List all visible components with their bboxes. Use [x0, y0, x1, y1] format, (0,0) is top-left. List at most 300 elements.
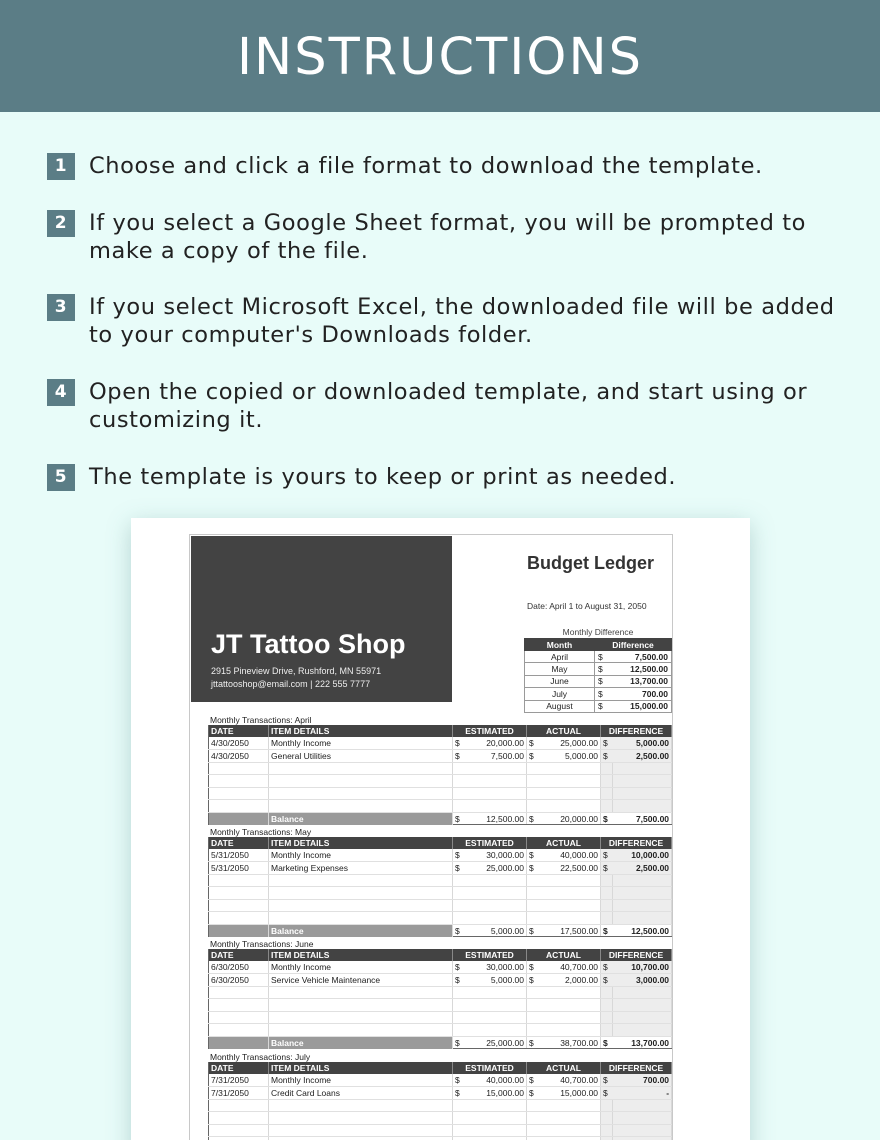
empty-cell: [453, 1112, 465, 1125]
empty-cell: [209, 787, 269, 800]
empty-cell: [453, 800, 465, 813]
empty-cell: [539, 887, 601, 900]
column-header: ITEM DETAILS: [269, 1062, 453, 1074]
empty-cell: [209, 999, 269, 1012]
empty-cell: [527, 887, 539, 900]
row-difference: 10,700.00: [613, 961, 672, 974]
md-currency: $: [595, 663, 609, 675]
template-preview: [131, 518, 750, 1140]
row-currency: $: [601, 737, 613, 750]
table-row: [209, 775, 672, 788]
empty-cell: [601, 800, 613, 813]
row-currency: $: [601, 1074, 613, 1087]
empty-cell: [601, 762, 613, 775]
empty-cell: [209, 912, 269, 925]
empty-cell: [539, 899, 601, 912]
row-estimated: 5,000.00: [465, 974, 527, 987]
empty-cell: [465, 874, 527, 887]
empty-cell: [539, 1011, 601, 1024]
row-difference: 3,000.00: [613, 974, 672, 987]
balance-currency: $: [601, 813, 613, 825]
ledger-date: Date: April 1 to August 31, 2050: [527, 601, 647, 611]
md-month: May: [525, 663, 595, 675]
column-header: ITEM DETAILS: [269, 725, 453, 737]
md-row: [525, 675, 672, 687]
empty-cell: [465, 800, 527, 813]
empty-cell: [209, 775, 269, 788]
transactions-table: [208, 1062, 672, 1140]
empty-cell: [465, 1112, 527, 1125]
table-row: [209, 912, 672, 925]
empty-cell: [453, 1024, 465, 1037]
balance-currency: $: [527, 925, 539, 937]
empty-cell: [527, 1011, 539, 1024]
empty-cell: [269, 762, 453, 775]
empty-cell: [613, 874, 672, 887]
table-row: [209, 787, 672, 800]
empty-cell: [465, 899, 527, 912]
row-actual: 22,500.00: [539, 862, 601, 875]
empty-cell: [601, 1112, 613, 1125]
empty-cell: [465, 1011, 527, 1024]
column-header: ESTIMATED: [453, 725, 527, 737]
md-value: 13,700.00: [609, 675, 672, 687]
empty-cell: [209, 1099, 269, 1112]
row-currency: $: [453, 974, 465, 987]
empty-cell: [269, 1112, 453, 1125]
table-row: [209, 849, 672, 862]
balance-estimated: 25,000.00: [465, 1037, 527, 1049]
row-difference: 700.00: [613, 1074, 672, 1087]
table-row: [209, 1124, 672, 1137]
table-row: [209, 737, 672, 750]
empty-cell: [601, 1124, 613, 1137]
row-currency: $: [453, 849, 465, 862]
column-header: DIFFERENCE: [601, 837, 672, 849]
empty-cell: [465, 1124, 527, 1137]
empty-cell: [453, 1124, 465, 1137]
table-row: [209, 862, 672, 875]
empty-cell: [539, 787, 601, 800]
empty-cell: [601, 1099, 613, 1112]
empty-cell: [527, 1112, 539, 1125]
empty-cell: [613, 899, 672, 912]
step-text: If you select Microsoft Excel, the downloaded file will be added to your computer's Downloads folder.: [89, 294, 835, 348]
empty-cell: [465, 775, 527, 788]
empty-cell: [539, 762, 601, 775]
empty-cell: [527, 775, 539, 788]
empty-cell: [269, 874, 453, 887]
empty-cell: [539, 800, 601, 813]
table-row: [209, 1011, 672, 1024]
md-currency: $: [595, 688, 609, 700]
balance-currency: $: [601, 925, 613, 937]
row-item: General Utilities: [269, 750, 453, 763]
md-month: July: [525, 688, 595, 700]
empty-cell: [209, 874, 269, 887]
empty-cell: [613, 1011, 672, 1024]
md-month: June: [525, 675, 595, 687]
balance-actual: 38,700.00: [539, 1037, 601, 1049]
table-row: [209, 899, 672, 912]
row-actual: 15,000.00: [539, 1087, 601, 1100]
empty-cell: [601, 912, 613, 925]
md-value: 15,000.00: [609, 700, 672, 712]
row-currency: $: [527, 1087, 539, 1100]
table-row: [209, 800, 672, 813]
table-row: [209, 874, 672, 887]
section-caption: Monthly Transactions: May: [210, 827, 312, 837]
empty-cell: [613, 986, 672, 999]
empty-cell: [465, 1099, 527, 1112]
empty-cell: [527, 787, 539, 800]
banner-title: INSTRUCTIONS: [237, 28, 643, 87]
row-actual: 40,700.00: [539, 1074, 601, 1087]
empty-cell: [465, 999, 527, 1012]
table-row: [209, 1099, 672, 1112]
shop-contact: jttattooshop@email.com | 222 555 7777: [211, 679, 371, 689]
table-row: [209, 961, 672, 974]
column-header: ITEM DETAILS: [269, 949, 453, 961]
column-header: DATE: [209, 837, 269, 849]
row-currency: $: [527, 974, 539, 987]
column-header: ACTUAL: [527, 949, 601, 961]
table-row: [209, 1024, 672, 1037]
balance-row: [209, 925, 672, 937]
balance-row: [209, 813, 672, 825]
row-actual: 40,700.00: [539, 961, 601, 974]
md-row: [525, 651, 672, 663]
row-item: Monthly Income: [269, 737, 453, 750]
row-estimated: 20,000.00: [465, 737, 527, 750]
column-header: ACTUAL: [527, 725, 601, 737]
row-currency: $: [527, 961, 539, 974]
balance-filler: [209, 813, 269, 825]
shop-header: [191, 536, 452, 702]
row-actual: 2,000.00: [539, 974, 601, 987]
table-row: [209, 999, 672, 1012]
step-text: If you select a Google Sheet format, you will be prompted to make a copy of the file.: [89, 210, 806, 264]
empty-cell: [601, 775, 613, 788]
row-item: Credit Card Loans: [269, 1087, 453, 1100]
row-date: 5/31/2050: [209, 849, 269, 862]
empty-cell: [601, 986, 613, 999]
empty-cell: [539, 1124, 601, 1137]
empty-cell: [209, 1112, 269, 1125]
column-header: DIFFERENCE: [601, 949, 672, 961]
row-date: 6/30/2050: [209, 974, 269, 987]
md-month: August: [525, 700, 595, 712]
row-difference: 5,000.00: [613, 737, 672, 750]
balance-currency: $: [453, 813, 465, 825]
md-currency: $: [595, 700, 609, 712]
row-date: 6/30/2050: [209, 961, 269, 974]
step-number-badge: 4: [47, 379, 75, 406]
row-estimated: 30,000.00: [465, 961, 527, 974]
row-currency: $: [453, 862, 465, 875]
balance-difference: 7,500.00: [613, 813, 672, 825]
row-currency: $: [453, 1087, 465, 1100]
empty-cell: [269, 787, 453, 800]
balance-difference: 12,500.00: [613, 925, 672, 937]
row-currency: $: [453, 750, 465, 763]
step-5: [47, 463, 676, 491]
empty-cell: [539, 999, 601, 1012]
column-header: DIFFERENCE: [601, 725, 672, 737]
step-text: Open the copied or downloaded template, and start using or customizing it.: [89, 379, 808, 433]
row-currency: $: [453, 737, 465, 750]
column-header: DATE: [209, 949, 269, 961]
row-actual: 25,000.00: [539, 737, 601, 750]
empty-cell: [269, 1099, 453, 1112]
balance-currency: $: [601, 1037, 613, 1049]
empty-cell: [453, 787, 465, 800]
empty-cell: [453, 999, 465, 1012]
row-currency: $: [527, 862, 539, 875]
empty-cell: [209, 1124, 269, 1137]
empty-cell: [453, 775, 465, 788]
instructions-banner: [0, 0, 880, 112]
step-2: [47, 209, 847, 265]
monthly-difference-caption: Monthly Difference: [562, 627, 634, 637]
empty-cell: [453, 899, 465, 912]
balance-actual: 17,500.00: [539, 925, 601, 937]
empty-cell: [613, 887, 672, 900]
row-date: 4/30/2050: [209, 750, 269, 763]
transactions-table: [208, 725, 672, 825]
row-estimated: 15,000.00: [465, 1087, 527, 1100]
balance-currency: $: [527, 1037, 539, 1049]
row-currency: $: [601, 1087, 613, 1100]
column-header: ESTIMATED: [453, 837, 527, 849]
row-currency: $: [601, 849, 613, 862]
empty-cell: [269, 887, 453, 900]
column-header: ESTIMATED: [453, 1062, 527, 1074]
md-row: [525, 663, 672, 675]
empty-cell: [453, 762, 465, 775]
section-caption: Monthly Transactions: June: [210, 939, 314, 949]
row-date: 7/31/2050: [209, 1087, 269, 1100]
row-difference: -: [613, 1087, 672, 1100]
empty-cell: [527, 762, 539, 775]
row-date: 5/31/2050: [209, 862, 269, 875]
table-row: [209, 986, 672, 999]
row-item: Monthly Income: [269, 961, 453, 974]
column-header: ITEM DETAILS: [269, 837, 453, 849]
row-estimated: 30,000.00: [465, 849, 527, 862]
step-text: Choose and click a file format to download the template.: [89, 153, 763, 179]
empty-cell: [453, 912, 465, 925]
empty-cell: [453, 1099, 465, 1112]
step-4: [47, 378, 847, 434]
row-currency: $: [527, 1074, 539, 1087]
md-row: [525, 688, 672, 700]
empty-cell: [613, 800, 672, 813]
empty-cell: [527, 912, 539, 925]
empty-cell: [527, 1024, 539, 1037]
empty-cell: [209, 986, 269, 999]
row-currency: $: [453, 961, 465, 974]
empty-cell: [269, 1024, 453, 1037]
row-actual: 40,000.00: [539, 849, 601, 862]
empty-cell: [209, 899, 269, 912]
empty-cell: [613, 787, 672, 800]
row-currency: $: [601, 750, 613, 763]
step-number-badge: 2: [47, 210, 75, 237]
step-text: The template is yours to keep or print as needed.: [89, 464, 677, 490]
empty-cell: [269, 899, 453, 912]
empty-cell: [527, 986, 539, 999]
row-estimated: 25,000.00: [465, 862, 527, 875]
empty-cell: [269, 1124, 453, 1137]
empty-cell: [613, 1099, 672, 1112]
empty-cell: [613, 1112, 672, 1125]
md-currency: $: [595, 675, 609, 687]
step-number-badge: 3: [47, 294, 75, 321]
row-currency: $: [527, 750, 539, 763]
step-number-badge: 5: [47, 464, 75, 491]
empty-cell: [601, 874, 613, 887]
md-value: 12,500.00: [609, 663, 672, 675]
balance-currency: $: [453, 1037, 465, 1049]
row-date: 7/31/2050: [209, 1074, 269, 1087]
empty-cell: [453, 887, 465, 900]
column-header: DATE: [209, 1062, 269, 1074]
empty-cell: [527, 999, 539, 1012]
transactions-table: [208, 949, 672, 1049]
row-item: Monthly Income: [269, 849, 453, 862]
balance-filler: [209, 925, 269, 937]
md-header-month: Month: [525, 639, 595, 651]
balance-label: Balance: [269, 813, 453, 825]
empty-cell: [209, 800, 269, 813]
section-caption: Monthly Transactions: April: [210, 715, 312, 725]
row-currency: $: [527, 849, 539, 862]
empty-cell: [527, 874, 539, 887]
row-item: Monthly Income: [269, 1074, 453, 1087]
empty-cell: [601, 999, 613, 1012]
empty-cell: [601, 899, 613, 912]
empty-cell: [209, 762, 269, 775]
row-item: Service Vehicle Maintenance: [269, 974, 453, 987]
table-row: [209, 974, 672, 987]
empty-cell: [453, 874, 465, 887]
empty-cell: [539, 775, 601, 788]
row-currency: $: [601, 961, 613, 974]
shop-name: JT Tattoo Shop: [211, 629, 406, 659]
row-date: 4/30/2050: [209, 737, 269, 750]
balance-estimated: 12,500.00: [465, 813, 527, 825]
transactions-table: [208, 837, 672, 937]
empty-cell: [209, 1024, 269, 1037]
row-estimated: 7,500.00: [465, 750, 527, 763]
empty-cell: [269, 986, 453, 999]
empty-cell: [527, 899, 539, 912]
empty-cell: [613, 999, 672, 1012]
row-difference: 2,500.00: [613, 750, 672, 763]
ledger-title: Budget Ledger: [527, 553, 655, 573]
empty-cell: [453, 986, 465, 999]
empty-cell: [527, 1124, 539, 1137]
empty-cell: [539, 1024, 601, 1037]
empty-cell: [601, 787, 613, 800]
row-currency: $: [527, 737, 539, 750]
column-header: DATE: [209, 725, 269, 737]
row-currency: $: [601, 862, 613, 875]
table-row: [209, 750, 672, 763]
budget-ledger-sheet: [189, 534, 673, 1140]
column-header: ACTUAL: [527, 837, 601, 849]
empty-cell: [539, 986, 601, 999]
empty-cell: [613, 1024, 672, 1037]
empty-cell: [539, 1112, 601, 1125]
empty-cell: [465, 887, 527, 900]
balance-currency: $: [453, 925, 465, 937]
row-difference: 2,500.00: [613, 862, 672, 875]
column-header: ACTUAL: [527, 1062, 601, 1074]
empty-cell: [601, 1024, 613, 1037]
column-header: ESTIMATED: [453, 949, 527, 961]
table-row: [209, 762, 672, 775]
balance-label: Balance: [269, 1037, 453, 1049]
empty-cell: [539, 1099, 601, 1112]
table-row: [209, 1074, 672, 1087]
empty-cell: [601, 1011, 613, 1024]
balance-filler: [209, 1037, 269, 1049]
md-header-difference: Difference: [595, 639, 672, 651]
empty-cell: [613, 912, 672, 925]
column-header: DIFFERENCE: [601, 1062, 672, 1074]
empty-cell: [613, 762, 672, 775]
empty-cell: [209, 887, 269, 900]
balance-label: Balance: [269, 925, 453, 937]
empty-cell: [465, 912, 527, 925]
empty-cell: [613, 1124, 672, 1137]
balance-difference: 13,700.00: [613, 1037, 672, 1049]
empty-cell: [269, 1011, 453, 1024]
balance-currency: $: [527, 813, 539, 825]
empty-cell: [613, 775, 672, 788]
empty-cell: [453, 1011, 465, 1024]
row-currency: $: [601, 974, 613, 987]
empty-cell: [465, 1024, 527, 1037]
empty-cell: [269, 912, 453, 925]
row-estimated: 40,000.00: [465, 1074, 527, 1087]
empty-cell: [269, 800, 453, 813]
shop-address: 2915 Pineview Drive, Rushford, MN 55971: [211, 666, 382, 676]
empty-cell: [465, 986, 527, 999]
empty-cell: [601, 887, 613, 900]
balance-row: [209, 1037, 672, 1049]
balance-estimated: 5,000.00: [465, 925, 527, 937]
row-currency: $: [453, 1074, 465, 1087]
md-row: [525, 700, 672, 712]
balance-actual: 20,000.00: [539, 813, 601, 825]
md-month: April: [525, 651, 595, 663]
step-1: [47, 152, 763, 180]
empty-cell: [539, 874, 601, 887]
empty-cell: [465, 787, 527, 800]
row-actual: 5,000.00: [539, 750, 601, 763]
empty-cell: [269, 999, 453, 1012]
empty-cell: [527, 1099, 539, 1112]
empty-cell: [465, 762, 527, 775]
md-value: 700.00: [609, 688, 672, 700]
section-caption: Monthly Transactions: July: [210, 1052, 311, 1062]
empty-cell: [539, 912, 601, 925]
table-row: [209, 887, 672, 900]
step-3: [47, 293, 847, 349]
